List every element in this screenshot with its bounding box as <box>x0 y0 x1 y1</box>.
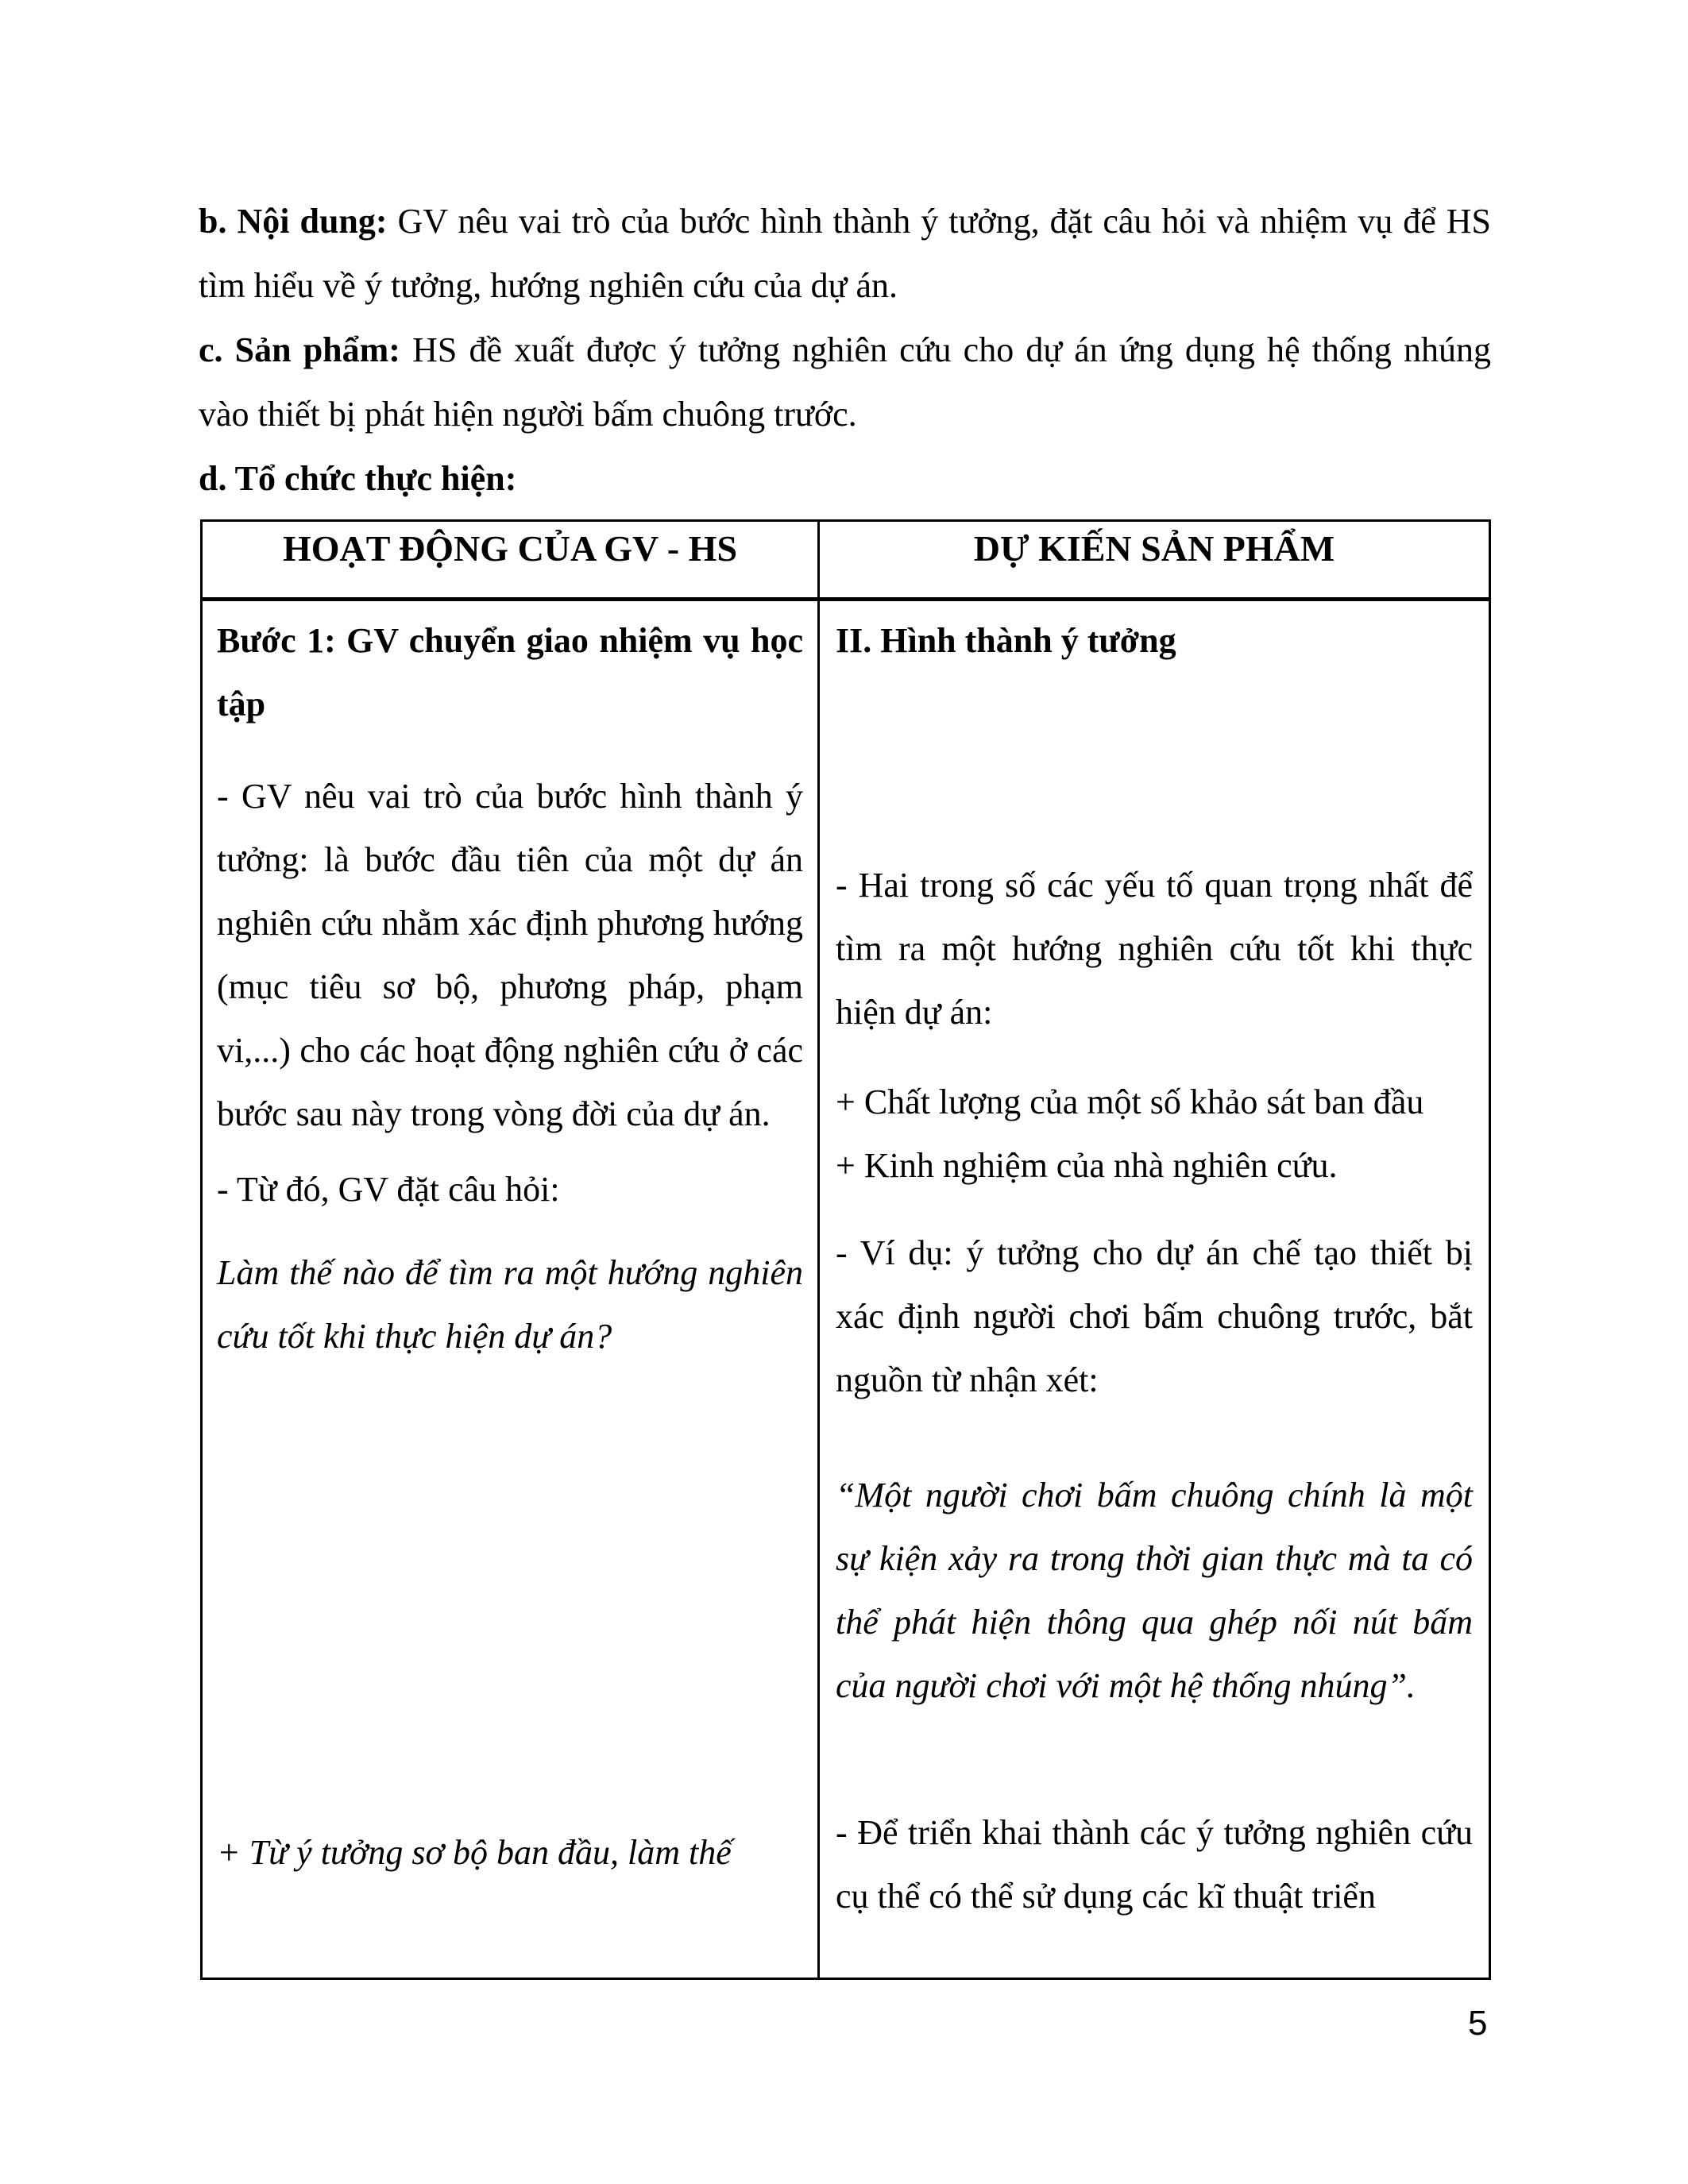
paragraph-two-factors: - Hai trong số các yếu tố quan trọng nhất để tìm ra một hướng nghiên cứu tốt khi thực hiện dự án: <box>836 866 1473 1032</box>
text-noi-dung: GV nêu vai trò của bước hình thành ý tưởng, đặt câu hỏi và nhiệm vụ để HS tìm hiểu về ý tưởng, hướng nghiên cứu của dự án. <box>199 202 1491 305</box>
cell-expected-products <box>820 601 1489 1978</box>
paragraph-noi-dung <box>199 189 1491 318</box>
table-header-row <box>203 522 1489 601</box>
header-cell-activities: HOẠT ĐỘNG CỦA GV - HS <box>203 522 820 597</box>
paragraph-quote-italic: “Một người chơi bấm chuông chính là một sự kiện xảy ra trong thời gian thực mà ta có thể phát hiện thông qua ghép nối nút bấm của người chơi với một hệ thống nhúng”. <box>836 1476 1473 1705</box>
paragraph-deploy-techniques: - Để triển khai thành các ý tưởng nghiên cứu cụ thể có thể sử dụng các kĩ thuật triển <box>836 1813 1473 1916</box>
section-title-idea-formation: II. Hình thành ý tưởng <box>836 621 1176 660</box>
lesson-plan-table <box>200 519 1491 1980</box>
step1-title: Bước 1: GV chuyển giao nhiệm vụ học tập <box>217 621 803 723</box>
label-san-pham: c. Sản phẩm: <box>199 330 400 369</box>
paragraph-example: - Ví dụ: ý tưởng cho dự án chế tạo thiết bị xác định người chơi bấm chuông trước, bắt nguồn từ nhận xét: <box>836 1233 1473 1399</box>
page-number: 5 <box>1468 2004 1488 2043</box>
intro-text-block <box>199 189 1491 511</box>
table-body-row <box>203 601 1489 1978</box>
item-researcher-experience: + Kinh nghiệm của nhà nghiên cứu. <box>836 1146 1338 1185</box>
paragraph-san-pham <box>199 318 1491 446</box>
header-cell-expected-products: DỰ KIẾN SẢN PHẨM <box>973 528 1335 569</box>
paragraph-question-intro: - Từ đó, GV đặt câu hỏi: <box>217 1170 560 1209</box>
paragraph-to-chuc <box>199 446 1491 511</box>
label-noi-dung: b. Nội dung: <box>199 202 388 241</box>
cell-gv-hs-activities <box>203 601 820 1978</box>
paragraph-followup-italic: + Từ ý tưởng sơ bộ ban đầu, làm thế <box>217 1833 732 1872</box>
paragraph-question-italic: Làm thế nào để tìm ra một hướng nghiên cứu tốt khi thực hiện dự án? <box>217 1253 803 1356</box>
item-survey-quality: + Chất lượng của một số khảo sát ban đầu <box>836 1082 1424 1121</box>
label-to-chuc: d. Tổ chức thực hiện: <box>199 459 517 498</box>
text-san-pham: HS đề xuất được ý tưởng nghiên cứu cho dự án ứng dụng hệ thống nhúng vào thiết bị phát hiện người bấm chuông trước. <box>199 330 1492 434</box>
paragraph-role-of-idea-step: - GV nêu vai trò của bước hình thành ý tưởng: là bước đầu tiên của một dự án nghiên cứu nhằm xác định phương hướng (mục tiêu sơ bộ, phương pháp, phạm vi,...) cho các hoạt động nghiên cứu ở các bước sau này trong vòng đời của dự án. <box>217 777 803 1133</box>
